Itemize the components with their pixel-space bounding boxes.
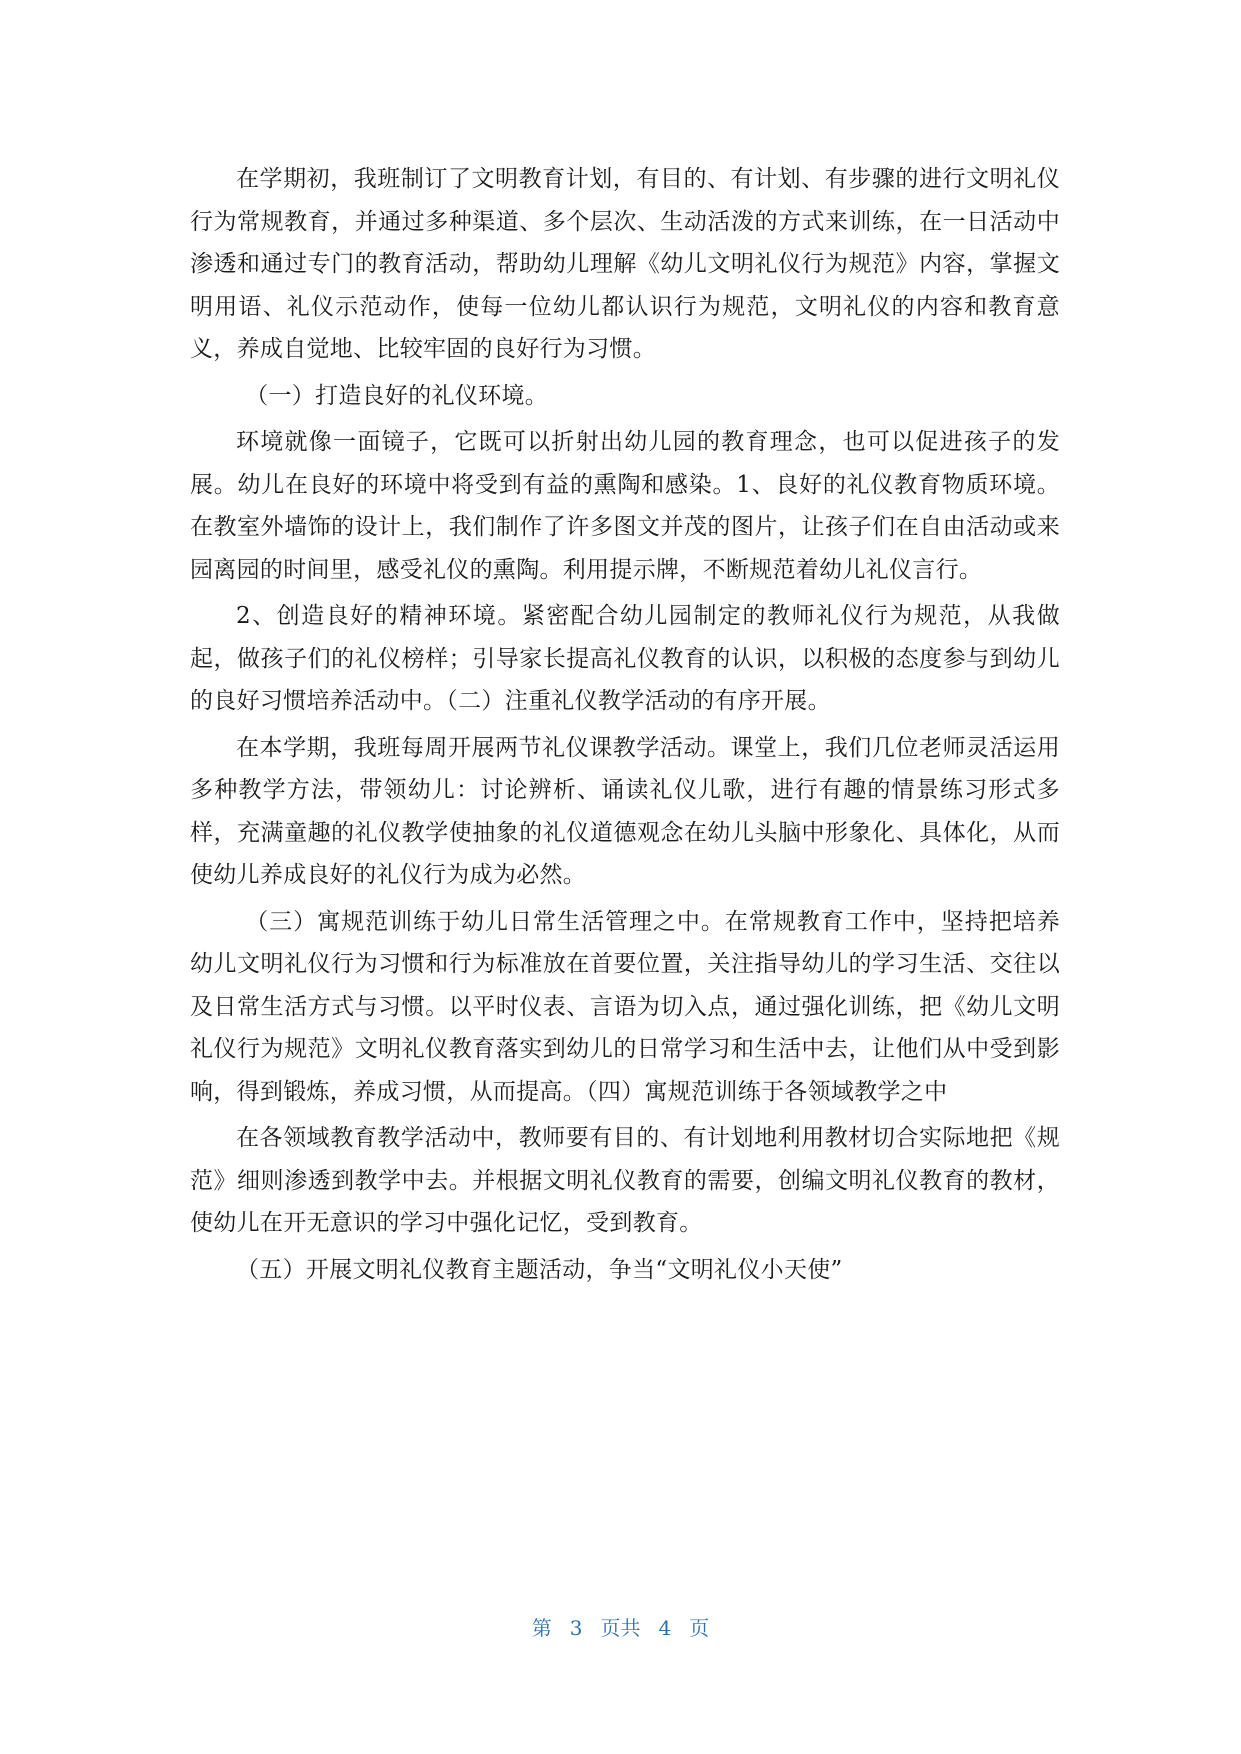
current-page-number: 3 bbox=[569, 1616, 583, 1640]
page-footer bbox=[0, 1612, 1241, 1641]
paragraph-spirit-environment: 2、创造良好的精神环境。紧密配合幼儿园制定的教师礼仪行为规范，从我做起，做孩子们的礼仪榜样；引导家长提高礼仪教育的认识，以积极的态度参与到幼儿的良好习惯培养活动中。（二）注重礼仪教学活动的有序开展。 bbox=[190, 603, 1060, 714]
page-suffix: 页 bbox=[689, 1616, 710, 1640]
page-mid: 页共 bbox=[600, 1616, 641, 1640]
heading-section-1: （一）打造良好的礼仪环境。 bbox=[245, 382, 549, 409]
paragraph-intro: 在学期初，我班制订了文明教育计划，有目的、有计划、有步骤的进行文明礼仪行为常规教育，并通过多种渠道、多个层次、生动活泼的方式来训练，在一日活动中渗透和通过专门的教育活动，帮助幼儿理解《幼儿文明礼仪行为规范》内容，掌握文明用语、礼仪示范动作，使每一位幼儿都认识行为规范，文明礼仪的内容和教育意义，养成自觉地、比较牢固的良好行为习惯。 bbox=[190, 166, 1060, 362]
paragraph-environment: 环境就像一面镜子，它既可以折射出幼儿园的教育理念，也可以促进孩子的发展。幼儿在良好的环境中将受到有益的熏陶和感染。1、良好的礼仪教育物质环境。在教室外墙饰的设计上，我们制作了许多图文并茂的图片，让孩子们在自由活动或来园离园的时间里，感受礼仪的熏陶。利用提示牌，不断规范着幼儿礼仪言行。 bbox=[190, 429, 1060, 583]
total-pages-number: 4 bbox=[658, 1616, 672, 1640]
heading-section-5: （五）开展文明礼仪教育主题活动，争当“文明礼仪小天使” bbox=[236, 1256, 843, 1283]
paragraph-teaching-activities: 在本学期，我班每周开展两节礼仪课教学活动。课堂上，我们几位老师灵活运用多种教学方法，带领幼儿：讨论辨析、诵读礼仪儿歌，进行有趣的情景练习形式多样，充满童趣的礼仪教学使抽象的礼仪道德观念在幼儿头脑中形象化、具体化，从而使幼儿养成良好的礼仪行为成为必然。 bbox=[190, 734, 1060, 888]
page-prefix: 第 bbox=[531, 1616, 552, 1640]
paragraph-daily-life: （三）寓规范训练于幼儿日常生活管理之中。在常规教育工作中，坚持把培养幼儿文明礼仪行为习惯和行为标准放在首要位置，关注指导幼儿的学习生活、交往以及日常生活方式与习惯。以平时仪表、言语为切入点，通过强化训练，把《幼儿文明礼仪行为规范》文明礼仪教育落实到幼儿的日常学习和生活中去，让他们从中受到影响，得到锻炼，养成习惯，从而提高。（四）寓规范训练于各领域教学之中 bbox=[190, 908, 1060, 1105]
paragraph-subject-teaching: 在各领域教育教学活动中，教师要有目的、有计划地利用教材切合实际地把《规范》细则渗透到教学中去。并根据文明礼仪教育的需要，创编文明礼仪教育的教材，使幼儿在开无意识的学习中强化记忆，受到教育。 bbox=[190, 1125, 1060, 1236]
document-body bbox=[190, 158, 1060, 1295]
